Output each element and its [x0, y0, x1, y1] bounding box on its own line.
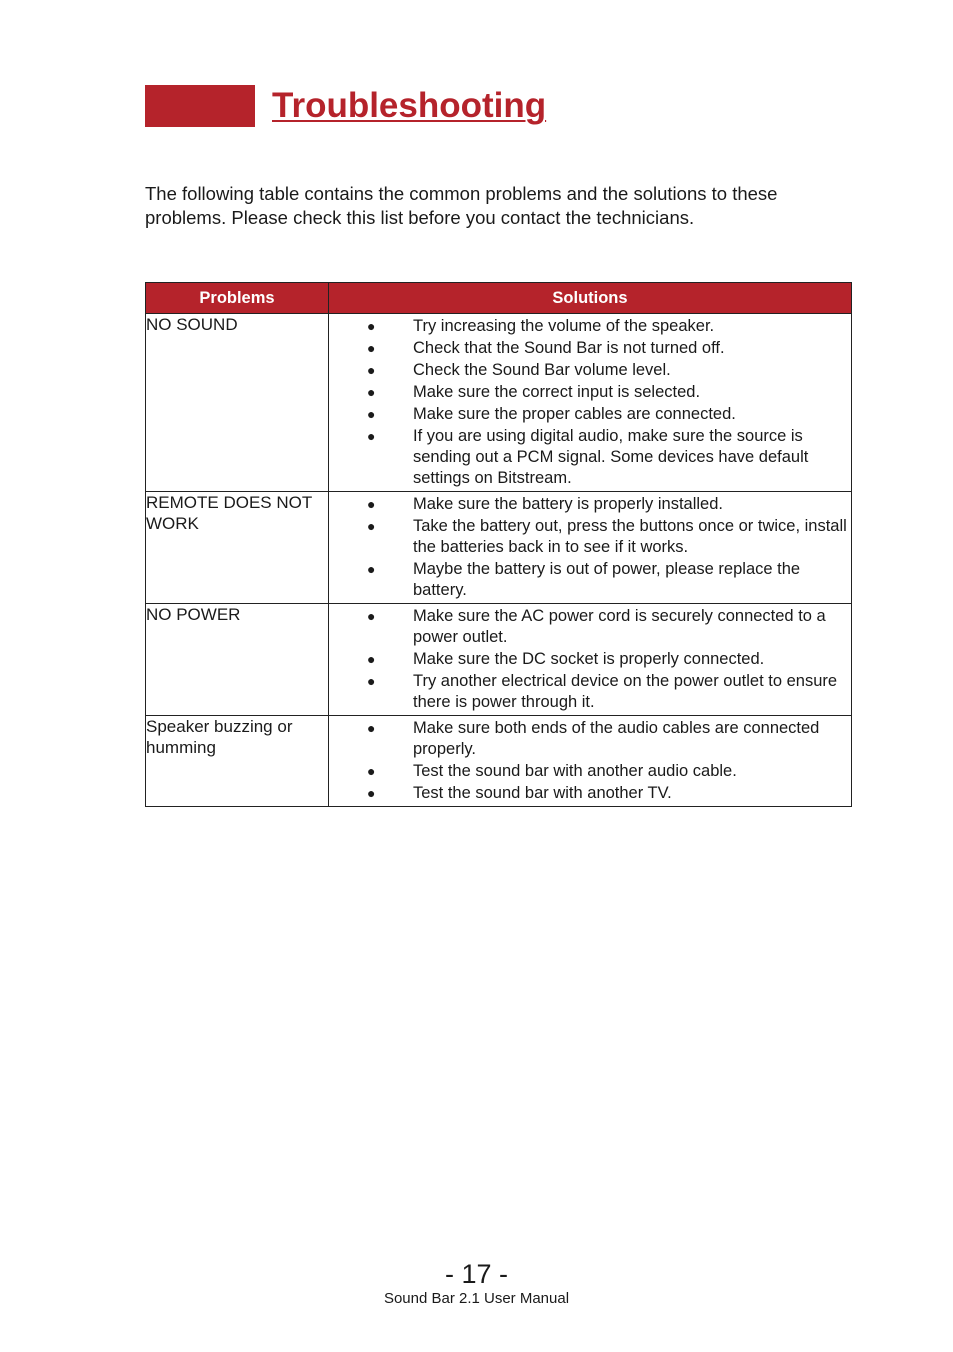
solutions-list	[329, 314, 851, 491]
table-row	[146, 314, 852, 492]
bullet-icon: ●	[367, 785, 376, 801]
solutions-cell	[329, 314, 852, 492]
problem-cell: NO POWER	[146, 604, 329, 716]
bullet-icon: ●	[367, 608, 376, 624]
problem-cell: NO SOUND	[146, 314, 329, 492]
table-header-row	[146, 283, 852, 314]
solutions-list	[329, 492, 851, 603]
solution-item: ● Check that the Sound Bar is not turned off.	[367, 339, 725, 357]
bullet-icon: ●	[367, 384, 376, 400]
solutions-cell	[329, 604, 852, 716]
solution-item: ● Take the battery out, press the buttons once or twice, install the batteries back in to see if it works.	[367, 517, 847, 556]
bullet-icon: ●	[367, 651, 376, 667]
problem-cell: REMOTE DOES NOT WORK	[146, 492, 329, 604]
solution-item: ● Check the Sound Bar volume level.	[367, 361, 671, 379]
solution-item: ● Make sure the DC socket is properly connected.	[367, 650, 765, 668]
solutions-list	[329, 716, 851, 806]
header-problems: Problems	[146, 283, 329, 314]
table-row	[146, 716, 852, 807]
solution-item: ● Maybe the battery is out of power, please replace the battery.	[367, 560, 801, 599]
table-row	[146, 492, 852, 604]
solution-item: ● Make sure both ends of the audio cables are connected properly.	[367, 719, 820, 758]
page-title: Troubleshooting	[272, 86, 547, 125]
solutions-cell	[329, 492, 852, 604]
title-accent-bar	[145, 85, 255, 127]
bullet-icon: ●	[367, 518, 376, 534]
bullet-icon: ●	[367, 340, 376, 356]
bullet-icon: ●	[367, 428, 376, 444]
solution-item: ● Make sure the battery is properly installed.	[367, 495, 723, 513]
bullet-icon: ●	[367, 406, 376, 422]
problem-cell: Speaker buzzing or humming	[146, 716, 329, 807]
page-number: - 17 -	[444, 1259, 509, 1289]
solution-item: ● Try increasing the volume of the speaker.	[367, 317, 715, 335]
bullet-icon: ●	[367, 673, 376, 689]
footer-text: Sound Bar 2.1 User Manual	[383, 1290, 570, 1307]
solution-item: ● If you are using digital audio, make sure the source is sending out a PCM signal. Some devices have default settings on Bitstream.	[367, 427, 809, 487]
bullet-icon: ●	[367, 496, 376, 512]
solution-item: ● Test the sound bar with another TV.	[367, 784, 672, 802]
solution-item: ● Make sure the proper cables are connected.	[367, 405, 736, 423]
solutions-list	[329, 604, 851, 715]
header-solutions: Solutions	[329, 283, 852, 314]
intro-paragraph: The following table contains the common problems and the solutions to these problems. Please check this list before you contact the technicians.	[145, 183, 778, 228]
table-row	[146, 604, 852, 716]
solution-item: ● Test the sound bar with another audio cable.	[367, 762, 737, 780]
solutions-cell	[329, 716, 852, 807]
bullet-icon: ●	[367, 318, 376, 334]
solution-item: ● Make sure the AC power cord is securely connected to a power outlet.	[367, 607, 826, 646]
bullet-icon: ●	[367, 362, 376, 378]
troubleshooting-table	[145, 282, 852, 807]
bullet-icon: ●	[367, 720, 376, 736]
solution-item: ● Try another electrical device on the power outlet to ensure there is power through it.	[367, 672, 838, 711]
bullet-icon: ●	[367, 561, 376, 577]
bullet-icon: ●	[367, 763, 376, 779]
solution-item: ● Make sure the correct input is selected.	[367, 383, 701, 401]
